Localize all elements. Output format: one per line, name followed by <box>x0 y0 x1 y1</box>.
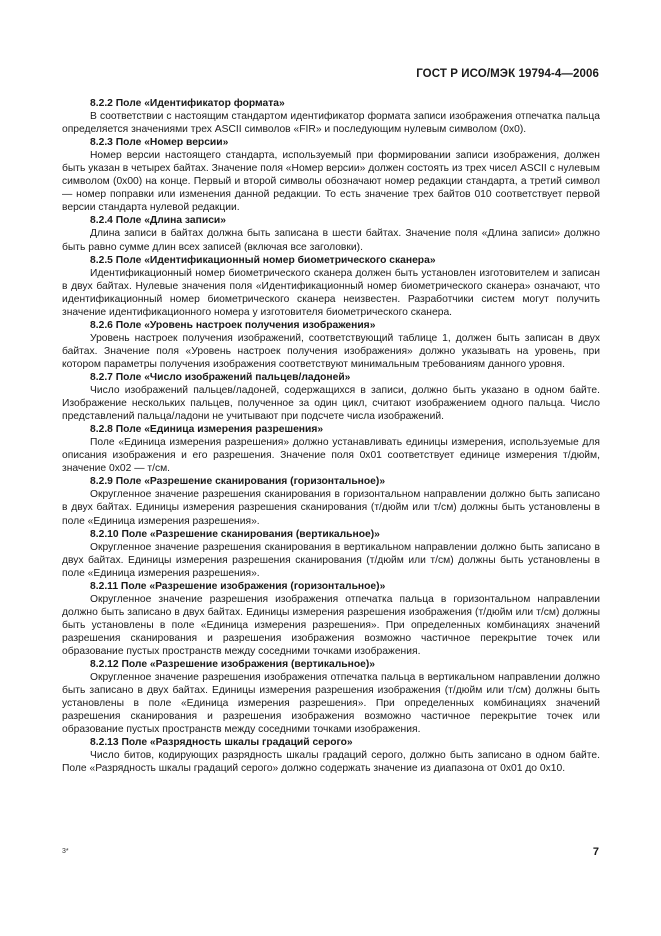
signature-mark: 3* <box>62 848 69 855</box>
section-8-2-6 <box>62 319 600 371</box>
section-heading: 8.2.13 Поле «Разрядность шкалы градаций серого» <box>90 737 353 749</box>
section-8-2-10 <box>62 528 600 580</box>
section-heading: 8.2.3 Поле «Номер версии» <box>90 137 229 149</box>
section-8-2-3 <box>62 136 600 214</box>
section-8-2-8 <box>62 423 600 475</box>
section-8-2-13 <box>62 736 600 775</box>
section-heading: 8.2.4 Поле «Длина записи» <box>90 215 226 227</box>
section-heading: 8.2.5 Поле «Идентификационный номер биометрического сканера» <box>90 254 436 266</box>
page-number: 7 <box>592 846 599 858</box>
section-heading: 8.2.9 Поле «Разрешение сканирования (горизонтальное)» <box>90 476 386 488</box>
section-8-2-9 <box>62 475 600 527</box>
section-paragraph: Округленное значение разрешения сканирования в вертикальном направлении должно быть записано в двух байтах. Единицы измерения разрешения сканирования (т/дюйм или т/см) должны быть установлены в поле «Единица измерения разрешения». <box>62 541 600 579</box>
section-paragraph: Округленное значение разрешения изображения отпечатка пальца в горизонтальном направлении должно быть записано в двух байтах. Единицы измерения разрешения изображения (т/дюйм или т/см) должны быть установлены в поле «Единица измерения разрешения». При определенных комбинациях значений разрешения сканирования и разрешения изображения возможно частичное перекрытие точек или образование пустых пространств между соседними точками изображения. <box>62 593 600 657</box>
section-paragraph: Номер версии настоящего стандарта, используемый при формировании записи изображения, должен быть указан в четырех байтах. Значение поля «Номер версии» должен состоять из трех чисел ASCII с нулевым символом (0x00) на конце. Первый и второй символы обозначают номер редакции стандарта, а третий символ — номер поправки или изменения данной редакции. То есть значение трех байтов 010 соответствует первой версии стандарта нулевой редакции. <box>62 150 600 214</box>
section-8-2-2 <box>62 97 600 136</box>
section-8-2-11 <box>62 580 600 658</box>
document-body <box>62 97 600 775</box>
section-paragraph: Поле «Единица измерения разрешения» должно устанавливать единицы измерения, используемые для описания изображения и его разрешения. Значение поля 0x01 соответствует единице измерения т/дюйм, значение 0x02 — т/см. <box>62 437 600 475</box>
standard-header: ГОСТ Р ИСО/МЭК 19794-4—2006 <box>416 68 599 80</box>
section-paragraph: Округленное значение разрешения изображения отпечатка пальца в вертикальном направлении должно быть записано в двух байтах. Единицы измерения разрешения изображения (т/дюйм или т/см) должны быть установлены в поле «Единица измерения разрешения». При определенных комбинациях значений разрешения сканирования и разрешения изображения возможно частичное перекрытие точек или образование пустых пространств между соседними точками изображения. <box>62 672 600 736</box>
section-heading: 8.2.6 Поле «Уровень настроек получения изображения» <box>90 319 376 331</box>
section-heading: 8.2.7 Поле «Число изображений пальцев/ладоней» <box>90 371 351 383</box>
section-heading: 8.2.12 Поле «Разрешение изображения (вертикальное)» <box>90 659 375 671</box>
section-paragraph: Уровень настроек получения изображений, соответствующий таблице 1, должен быть записан в двух байтах. Значение поля «Уровень настроек получения изображения» должно указывать на уровень, при котором параметры получения изображения соответствуют минимальным требованиям данного уровня. <box>62 332 600 370</box>
section-8-2-7 <box>62 371 600 423</box>
section-heading: 8.2.8 Поле «Единица измерения разрешения» <box>90 424 324 436</box>
section-paragraph: В соответствии с настоящим стандартом идентификатор формата записи изображения отпечатка пальца определяется значениями трех ASCII символов «FIR» и последующим нулевым символом (0x0). <box>62 111 600 136</box>
section-paragraph: Округленное значение разрешения сканирования в горизонтальном направлении должно быть записано в двух байтах. Единицы измерения разрешения сканирования (т/дюйм или т/см) должны быть установлены в поле «Единица измерения разрешения». <box>62 489 600 527</box>
section-heading: 8.2.2 Поле «Идентификатор формата» <box>90 98 285 109</box>
section-heading: 8.2.11 Поле «Разрешение изображения (горизонтальное)» <box>90 580 386 592</box>
section-paragraph: Длина записи в байтах должна быть записана в шести байтах. Значение поля «Длина записи» должно быть равно сумме длин всех записей (включая все заголовки). <box>62 228 600 253</box>
section-paragraph: Число битов, кодирующих разрядность шкалы градаций серого, должно быть записано в одном байте. Поле «Разрядность шкалы градаций серого» должно содержать значение из диапазона от 0x01 до 0x10. <box>62 750 600 775</box>
section-paragraph: Идентификационный номер биометрического сканера должен быть установлен изготовителем и записан в двух байтах. Нулевые значения поля «Идентификационный номер биометрического сканера» означают, что идентификационный номер биометрического сканера неизвестен. Разработчики систем могут получить значение идентификационного номера у изготовителя биометрического сканера. <box>62 267 600 318</box>
section-paragraph: Число изображений пальцев/ладоней, содержащихся в записи, должно быть указано в одном байте. Изображение нескольких пальцев, полученное за один цикл, считают изображением одного пальца. Число представлений пальца/ладони не учитывают при подсчете числа изображений. <box>62 385 600 423</box>
section-8-2-12 <box>62 658 600 736</box>
section-8-2-5 <box>62 254 600 319</box>
section-heading: 8.2.10 Поле «Разрешение сканирования (вертикальное)» <box>90 528 380 540</box>
section-8-2-4 <box>62 214 600 253</box>
